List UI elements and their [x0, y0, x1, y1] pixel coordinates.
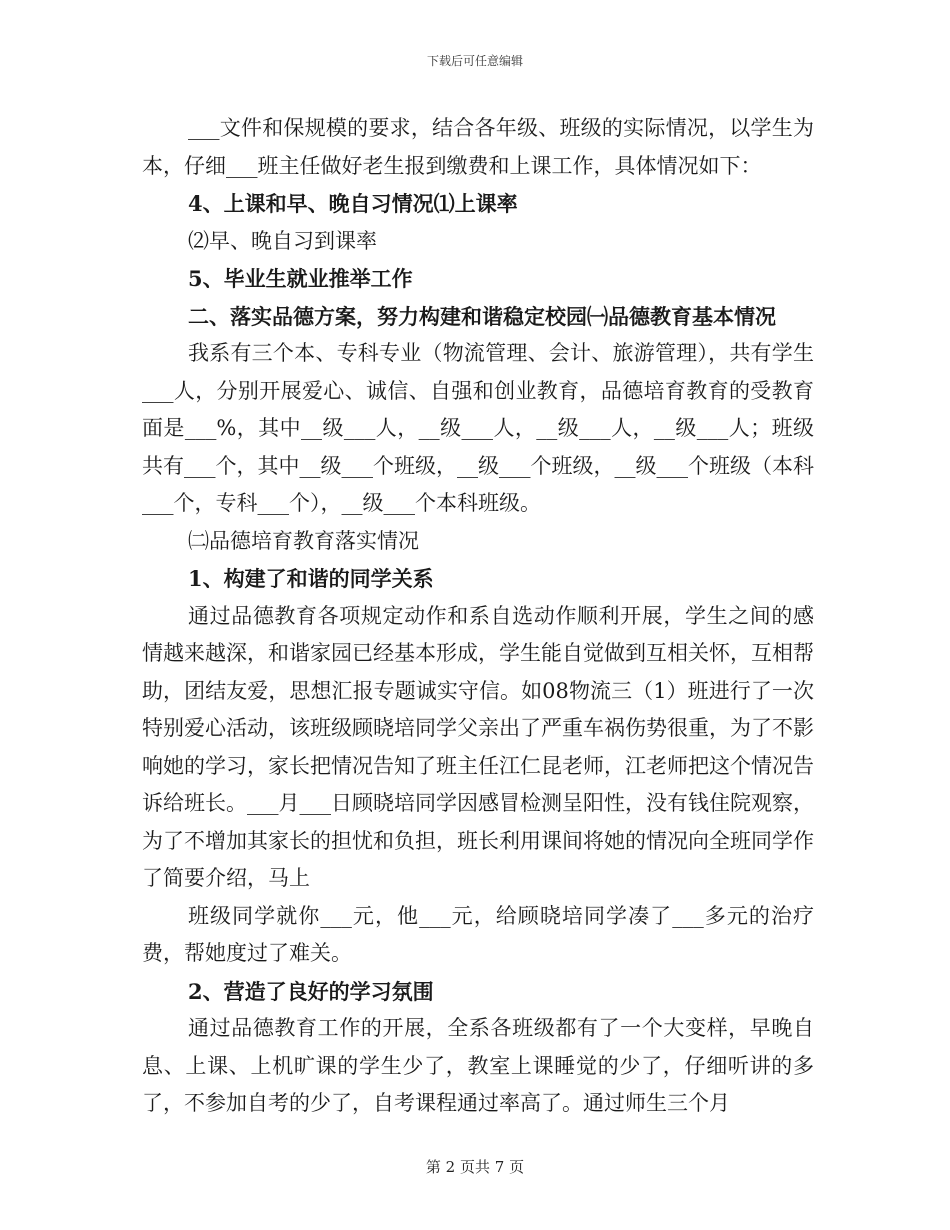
- subitem-implementation: ㈡品德培育教育落实情况: [188, 528, 419, 553]
- document-body: [142, 110, 814, 1123]
- paragraph-student-relations: 通过品德教育各项规定动作和系自选动作顺利开展，学生之间的感情越来越深，和谐家园已经基本形成，学生能自觉做到互相关怀，互相帮助，团结友爱，思想汇报专题诚实守信。如08物流三（1）班进行了一次特别爱心活动，该班级顾晓培同学父亲出了严重车祸伤势很重，为了不影响她的学习，家长把情况告知了班主任江仁昆老师，江老师把这个情况告诉给班长。___月___日顾晓培同学因感冒检测呈阳性，没有钱住院观察，为了不增加其家长的担忧和负担，班长利用课间将她的情况向全班同学作了简要介绍，马上: [142, 603, 814, 890]
- subitem-self-study-attendance: ⑵早、晚自习到课率: [188, 228, 377, 253]
- paragraph-learning-atmosphere: 通过品德教育工作的开展，全系各班级都有了一个大变样，早晚自息、上课、上机旷课的学生少了，教室上课睡觉的少了，仔细听讲的多了，不参加自考的少了，自考课程通过率高了。通过师生三个月: [142, 1016, 814, 1115]
- page-header: 下载后可任意编辑: [426, 54, 523, 68]
- heading-class-attendance: 4、上课和早、晚自习情况⑴上课率: [188, 191, 518, 216]
- paragraph-donation: 班级同学就你___元，他___元，给顾晓培同学凑了___多元的治疗费，帮她度过了难关。: [142, 903, 814, 965]
- heading-section-two: 二、落实品德方案，努力构建和谐稳定校园㈠品德教育基本情况: [188, 303, 776, 329]
- heading-learning-atmosphere: 2、营造了良好的学习氛围: [188, 978, 434, 1004]
- heading-student-relations: 1、构建了和谐的同学关系: [188, 566, 434, 591]
- page-footer: 第 2 页共 7 页: [425, 1158, 525, 1176]
- heading-graduate-employment: 5、毕业生就业推举工作: [188, 266, 413, 291]
- paragraph-intro: ___文件和保规模的要求，结合各年级、班级的实际情况，以学生为本，仔细___班主任做好老生报到缴费和上课工作，具体情况如下：: [142, 116, 814, 178]
- paragraph-department-overview: 我系有三个本、专科专业（物流管理、会计、旅游管理），共有学生___人，分别开展爱心、诚信、自强和创业教育，品德培育教育的受教育面是___%，其中__级___人，__级___人，__级___人，__级___人；班级共有___个，其中__级___个班级，__级___个班级，__级___个班级（本科___个，专科___个），__级___个本科班级。: [142, 341, 814, 515]
